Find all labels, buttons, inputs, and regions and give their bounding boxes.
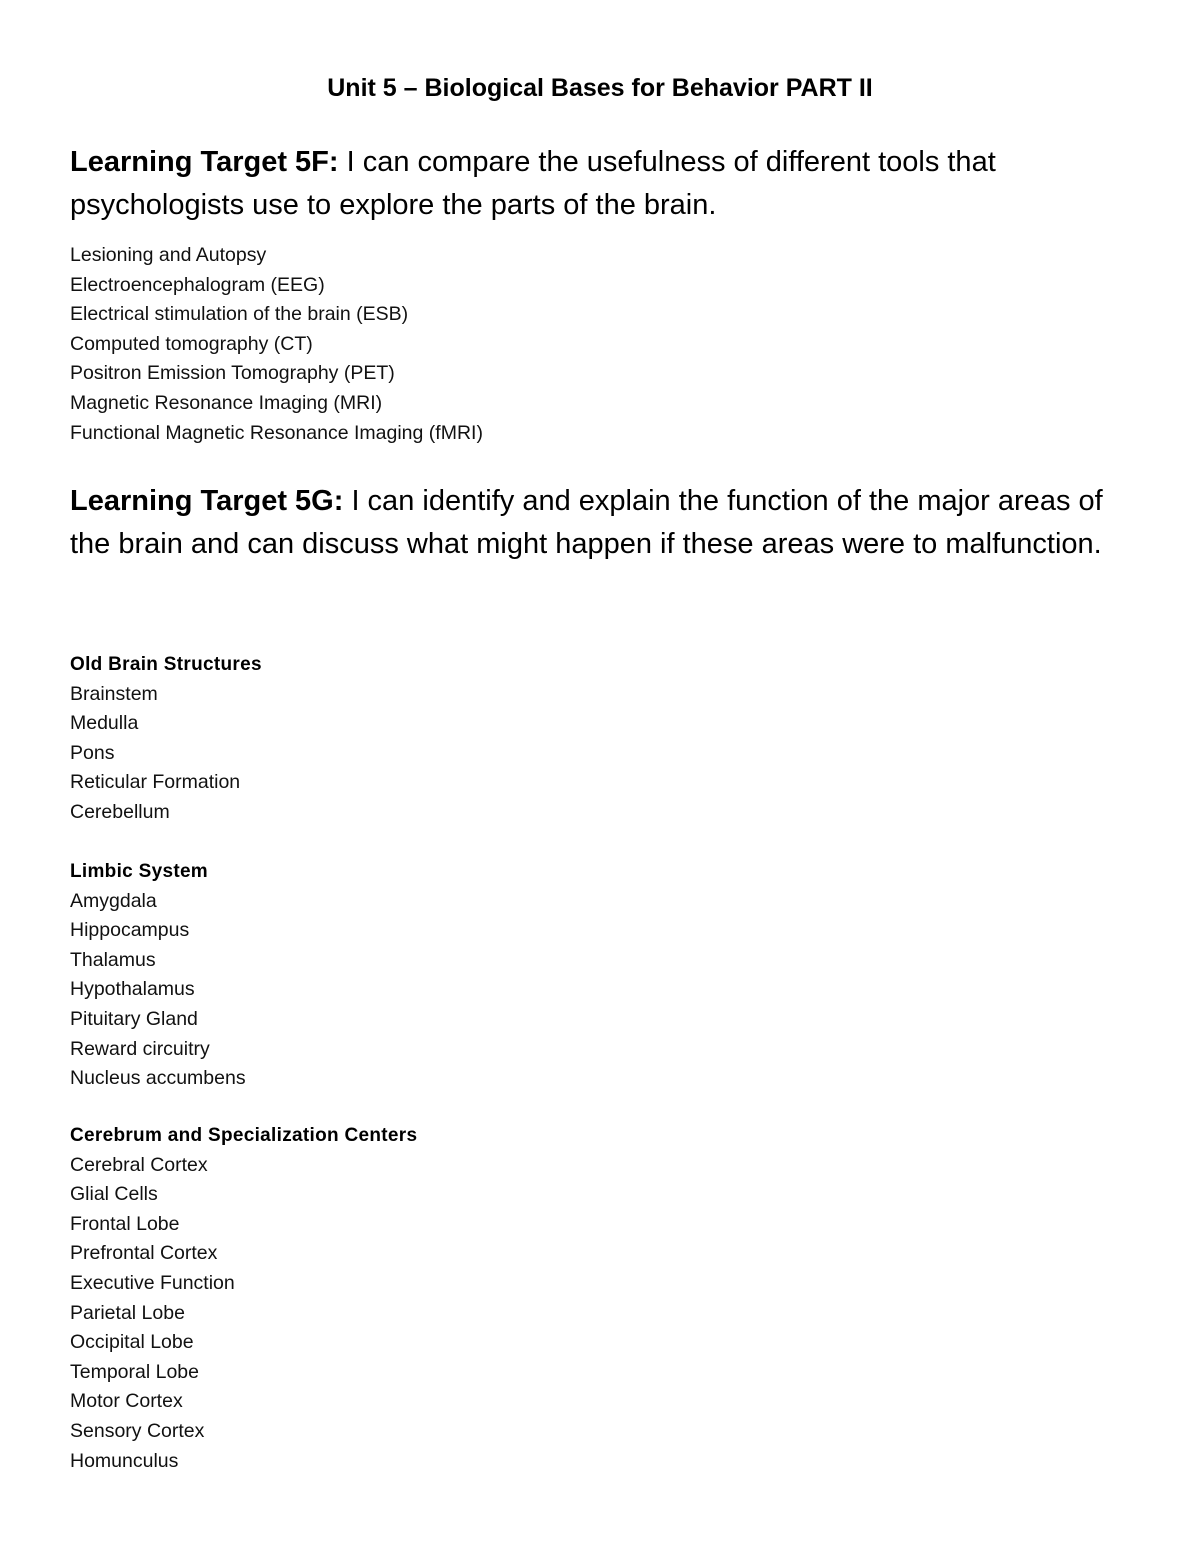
list-item: Homunculus <box>70 1449 179 1472</box>
list-item: Computed tomography (CT) <box>70 332 313 355</box>
section-list <box>70 680 262 828</box>
list-item: Pons <box>70 741 115 764</box>
list-item: Lesioning and Autopsy <box>70 244 267 266</box>
section-list <box>70 887 246 1094</box>
list-item: Glial Cells <box>70 1183 158 1206</box>
list-item: Prefrontal Cortex <box>70 1242 218 1265</box>
list-item: Thalamus <box>70 948 156 971</box>
section-limbic-system <box>70 857 246 1094</box>
list-item: Sensory Cortex <box>70 1419 205 1442</box>
section-list <box>70 1151 417 1477</box>
list-item: Pituitary Gland <box>70 1007 198 1030</box>
section-heading: Old Brain Structures <box>70 654 262 675</box>
list-item: Magnetic Resonance Imaging (MRI) <box>70 391 383 414</box>
learning-target-5f-label: Learning Target 5F: <box>70 146 339 178</box>
list-item: Brainstem <box>70 682 158 705</box>
list-item: Electroencephalogram (EEG) <box>70 273 325 296</box>
list-item: Medulla <box>70 712 139 735</box>
list-item: Motor Cortex <box>70 1390 183 1413</box>
list-item: Nucleus accumbens <box>70 1067 246 1090</box>
learning-target-5g <box>70 480 1130 566</box>
list-item: Reticular Formation <box>70 771 241 794</box>
list-item: Electrical stimulation of the brain (ESB) <box>70 303 409 326</box>
list-item: Cerebral Cortex <box>70 1153 208 1176</box>
learning-target-5g-text: I can identify and explain the function of the major areas of the brain and can discuss what might happen if these areas were to malfunction. <box>70 485 1103 560</box>
list-item: Parietal Lobe <box>70 1301 185 1324</box>
section-heading: Cerebrum and Specialization Centers <box>70 1125 418 1146</box>
list-item: Temporal Lobe <box>70 1360 199 1383</box>
section-cerebrum-specialization-centers <box>70 1121 417 1476</box>
list-item: Functional Magnetic Resonance Imaging (fMRI) <box>70 421 483 444</box>
section-heading: Limbic System <box>70 861 209 882</box>
list-item: Hypothalamus <box>70 978 195 1001</box>
list-item: Executive Function <box>70 1271 235 1294</box>
brain-tools-list <box>70 241 483 448</box>
list-item: Reward circuitry <box>70 1037 210 1060</box>
document-title: Unit 5 – Biological Bases for Behavior PART II <box>327 74 873 102</box>
list-item: Positron Emission Tomography (PET) <box>70 362 395 385</box>
learning-target-5g-label: Learning Target 5G: <box>70 485 344 517</box>
list-item: Hippocampus <box>70 919 190 942</box>
list-item: Frontal Lobe <box>70 1212 180 1235</box>
list-item: Amygdala <box>70 889 157 912</box>
learning-target-5f-text: I can compare the usefulness of different tools that psychologists use to explore the parts of the brain. <box>70 146 996 221</box>
list-item: Cerebellum <box>70 800 170 823</box>
list-item: Occipital Lobe <box>70 1331 194 1354</box>
learning-target-5f <box>70 141 1130 227</box>
section-old-brain-structures <box>70 650 262 828</box>
